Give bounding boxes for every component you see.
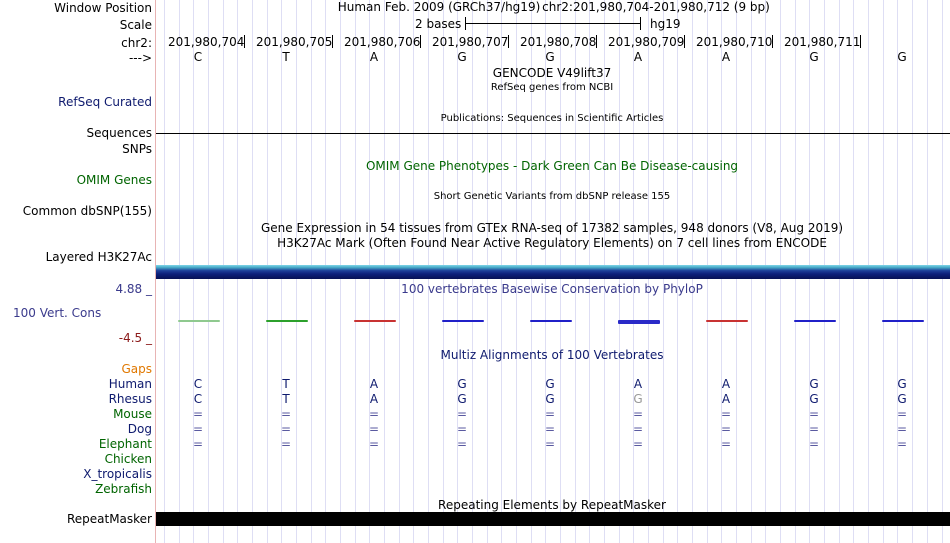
coordinate-label: 201,980,711 <box>784 35 861 49</box>
coordinate-label: 201,980,709 <box>608 35 685 49</box>
base-letter: A <box>369 50 379 64</box>
window-position[interactable]: chr2:201,980,704-201,980,712 (9 bp) <box>542 0 770 14</box>
phylop-bar <box>354 320 396 322</box>
track-label[interactable]: OMIM Genes <box>76 173 152 187</box>
track-label[interactable]: Sequences <box>86 126 152 140</box>
phylop-bar <box>794 320 836 322</box>
track-label[interactable]: Gaps <box>121 362 152 376</box>
base-letter: A <box>721 50 731 64</box>
track-label[interactable]: RefSeq Curated <box>58 95 152 109</box>
base-letter: G <box>545 50 555 64</box>
alignment-base-elephant: = <box>192 437 204 451</box>
track-label[interactable]: RepeatMasker <box>66 512 152 526</box>
alignment-base-rhesus: G <box>457 392 467 406</box>
alignment-base-rhesus: G <box>897 392 907 406</box>
publications-title[interactable]: Publications: Sequences in Scientific Articles <box>440 113 664 124</box>
refseq-title[interactable]: RefSeq genes from NCBI <box>490 82 614 93</box>
coordinate-label: 201,980,705 <box>256 35 333 49</box>
track-label[interactable]: Scale <box>119 18 152 32</box>
track-label[interactable]: Zebrafish <box>95 482 152 496</box>
coordinate-label: 201,980,710 <box>696 35 773 49</box>
alignment-base-dog: = <box>544 422 556 436</box>
alignment-base-dog: = <box>280 422 292 436</box>
alignment-base-human: G <box>457 377 467 391</box>
alignment-base-rhesus: G <box>633 392 643 406</box>
base-letter: G <box>457 50 467 64</box>
coordinate-label: 201,980,708 <box>520 35 597 49</box>
alignment-base-human: T <box>282 377 290 391</box>
base-letter: A <box>633 50 643 64</box>
base-letter: T <box>282 50 290 64</box>
alignment-base-rhesus: G <box>545 392 555 406</box>
track-label[interactable]: ---> <box>128 51 152 65</box>
base-letter: G <box>897 50 907 64</box>
h3k27ac-signal-band[interactable] <box>156 265 950 279</box>
track-label[interactable]: Window Position <box>54 1 152 15</box>
coordinate-tick <box>332 35 333 48</box>
coordinate-tick <box>860 35 861 48</box>
gtex-title[interactable]: Gene Expression in 54 tissues from GTEx RNA-seq of 17382 samples, 948 donors (V8, Aug 2019) <box>260 221 844 235</box>
track-label[interactable]: -4.5 _ <box>118 331 152 345</box>
alignment-base-elephant: = <box>544 437 556 451</box>
phylop-bar <box>442 320 484 322</box>
browser-track-area[interactable] <box>156 0 950 543</box>
alignment-base-human: G <box>545 377 555 391</box>
alignment-base-mouse: = <box>632 407 644 421</box>
alignment-base-rhesus: G <box>809 392 819 406</box>
scale-db: hg19 <box>650 17 681 31</box>
omim-title[interactable]: OMIM Gene Phenotypes - Dark Green Can Be Disease-causing <box>365 159 739 173</box>
alignment-base-rhesus: T <box>282 392 290 406</box>
alignment-base-human: A <box>633 377 643 391</box>
scale-bar <box>465 23 641 24</box>
alignment-base-mouse: = <box>456 407 468 421</box>
phylop-bar <box>178 320 220 322</box>
track-label[interactable]: Rhesus <box>108 392 152 406</box>
phylop-bar <box>618 320 660 324</box>
scale-label: 2 bases <box>415 17 462 31</box>
phylop-title[interactable]: 100 vertebrates Basewise Conservation by PhyloP <box>401 282 703 296</box>
alignment-base-dog: = <box>456 422 468 436</box>
alignment-base-human: G <box>897 377 907 391</box>
alignment-base-rhesus: C <box>193 392 203 406</box>
alignment-base-dog: = <box>192 422 204 436</box>
coordinate-tick <box>420 35 421 48</box>
alignment-base-human: A <box>369 377 379 391</box>
track-label[interactable]: Chicken <box>104 452 152 466</box>
coordinate-label: 201,980,704 <box>168 35 245 49</box>
repeatmasker-title[interactable]: Repeating Elements by RepeatMasker <box>438 498 666 512</box>
base-letter: G <box>809 50 819 64</box>
track-labels <box>0 0 156 543</box>
phylop-bar <box>266 320 308 322</box>
coordinate-tick <box>244 35 245 48</box>
coordinate-tick <box>596 35 597 48</box>
alignment-base-dog: = <box>808 422 820 436</box>
phylop-bar <box>706 320 748 322</box>
dbsnp-title[interactable]: Short Genetic Variants from dbSNP release 155 <box>433 191 671 202</box>
alignment-base-rhesus: A <box>721 392 731 406</box>
alignment-base-elephant: = <box>456 437 468 451</box>
track-label[interactable]: X_tropicalis <box>83 467 152 481</box>
alignment-base-dog: = <box>368 422 380 436</box>
alignment-base-mouse: = <box>896 407 908 421</box>
alignment-base-elephant: = <box>720 437 732 451</box>
phylop-bar <box>530 320 572 322</box>
track-label[interactable]: Common dbSNP(155) <box>22 204 152 218</box>
repeatmasker-bar[interactable] <box>156 512 950 526</box>
assembly-title: Human Feb. 2009 (GRCh37/hg19) <box>337 0 541 14</box>
alignment-base-mouse: = <box>280 407 292 421</box>
phylop-bar <box>882 320 924 322</box>
alignment-base-rhesus: A <box>369 392 379 406</box>
alignment-base-elephant: = <box>896 437 908 451</box>
alignment-base-mouse: = <box>192 407 204 421</box>
alignment-base-dog: = <box>720 422 732 436</box>
coordinate-tick <box>508 35 509 48</box>
track-label[interactable]: Elephant <box>98 437 152 451</box>
alignment-base-dog: = <box>632 422 644 436</box>
track-label[interactable]: chr2: <box>121 36 152 50</box>
multiz-title[interactable]: Multiz Alignments of 100 Vertebrates <box>440 348 664 362</box>
coordinate-label: 201,980,706 <box>344 35 421 49</box>
alignment-base-elephant: = <box>632 437 644 451</box>
track-label[interactable]: Dog <box>127 422 152 436</box>
alignment-base-elephant: = <box>368 437 380 451</box>
h3k27ac-title[interactable]: H3K27Ac Mark (Often Found Near Active Regulatory Elements) on 7 cell lines from ENCODE <box>277 236 827 250</box>
alignment-base-mouse: = <box>808 407 820 421</box>
alignment-base-human: C <box>193 377 203 391</box>
track-label[interactable]: Human <box>108 377 152 391</box>
alignment-base-dog: = <box>896 422 908 436</box>
track-label[interactable]: Mouse <box>113 407 152 421</box>
track-label[interactable]: Layered H3K27Ac <box>45 250 152 264</box>
alignment-base-mouse: = <box>368 407 380 421</box>
track-label[interactable]: 4.88 _ <box>115 282 152 296</box>
coordinate-tick <box>684 35 685 48</box>
coordinate-tick <box>772 35 773 48</box>
alignment-base-human: G <box>809 377 819 391</box>
alignment-base-human: A <box>721 377 731 391</box>
alignment-base-mouse: = <box>544 407 556 421</box>
alignment-base-elephant: = <box>808 437 820 451</box>
track-label[interactable]: 100 Vert. Cons <box>13 306 102 320</box>
alignment-base-elephant: = <box>280 437 292 451</box>
alignment-base-mouse: = <box>720 407 732 421</box>
base-letter: C <box>193 50 203 64</box>
track-label[interactable]: SNPs <box>122 142 152 156</box>
sequences-separator <box>156 133 950 134</box>
coordinate-label: 201,980,707 <box>432 35 509 49</box>
gencode-title[interactable]: GENCODE V49lift37 <box>492 66 612 80</box>
